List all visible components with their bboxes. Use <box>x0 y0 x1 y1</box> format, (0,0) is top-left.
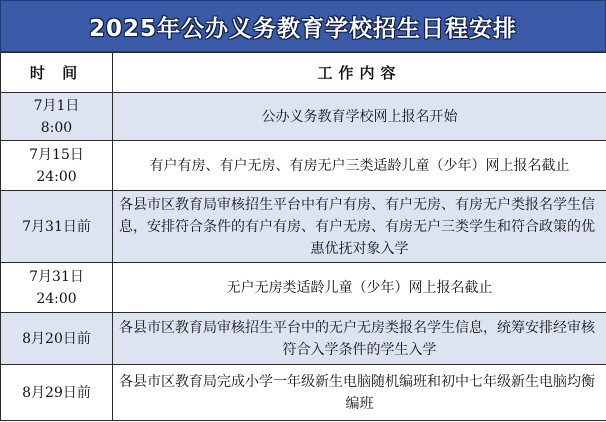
row-time: 8月20日前 <box>1 313 113 365</box>
page-title: 2025年公办义务教育学校招生日程安排 <box>0 0 606 52</box>
table-row <box>1 141 606 191</box>
row-time: 7月1日 8:00 <box>1 93 113 141</box>
header-content: 工作内容 <box>113 53 606 93</box>
row-time: 7月15日 24:00 <box>1 141 113 191</box>
table-row <box>1 313 606 365</box>
row-content: 各县市区教育局完成小学一年级新生电脑随机编班和初中七年级新生电脑均衡编班 <box>113 365 606 421</box>
row-time: 7月31日 24:00 <box>1 263 113 313</box>
row-content: 各县市区教育局审核招生平台中有户有房、有户无房、有房无户类报名学生信息，安排符合条件的有户有房、有户无房、有房无户三类学生和符合政策的优惠优抚对象入学 <box>113 191 606 263</box>
row-content: 无户无房类适龄儿童（少年）网上报名截止 <box>113 263 606 313</box>
table-row <box>1 263 606 313</box>
row-time: 7月31日前 <box>1 191 113 263</box>
row-time: 8月29日前 <box>1 365 113 421</box>
row-content: 各县市区教育局审核招生平台中的无户无房类报名学生信息，统筹安排经审核符合入学条件的学生入学 <box>113 313 606 365</box>
table-row <box>1 365 606 421</box>
table-row <box>1 191 606 263</box>
table-row <box>1 93 606 141</box>
row-content: 有户有房、有户无房、有房无户三类适龄儿童（少年）网上报名截止 <box>113 141 606 191</box>
schedule-table <box>0 52 606 421</box>
header-time: 时 间 <box>1 53 113 93</box>
table-header-row <box>1 53 606 93</box>
row-content: 公办义务教育学校网上报名开始 <box>113 93 606 141</box>
